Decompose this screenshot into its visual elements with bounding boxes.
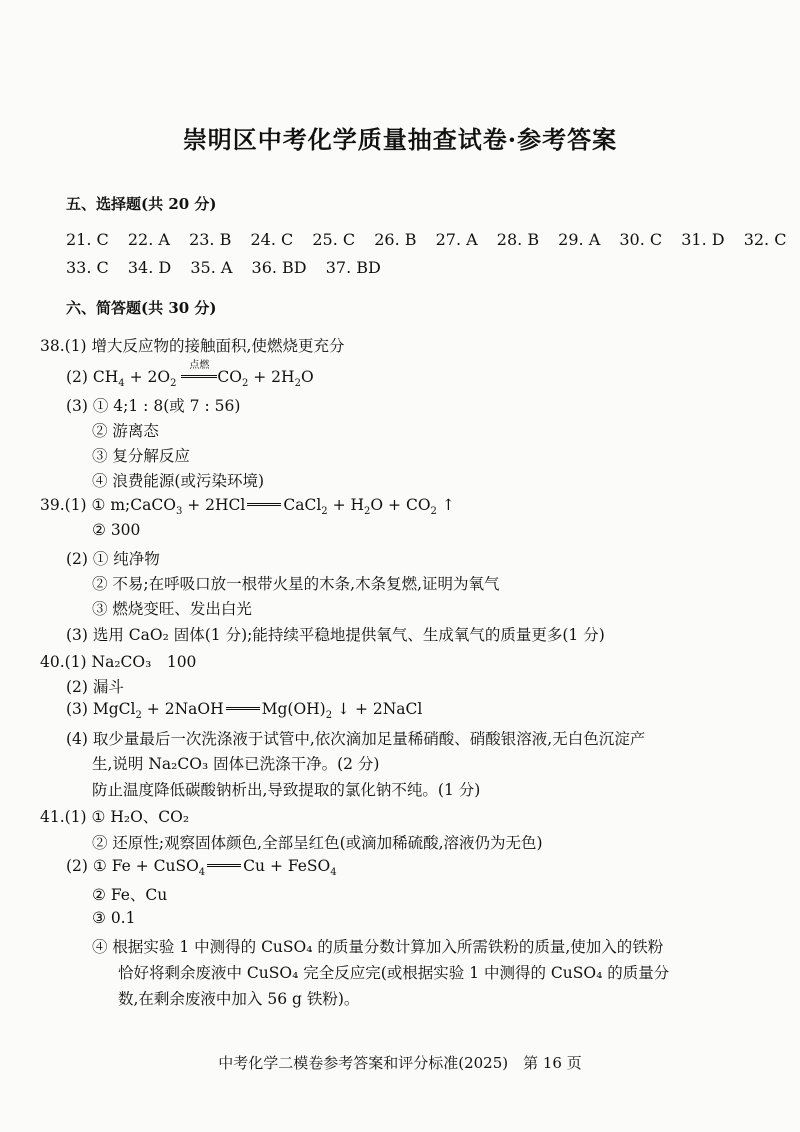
answer-37: 37. BD xyxy=(325,258,381,277)
q41-part2-4b: 恰好将剩余废液中 CuSO₄ 完全反应完(或根据实验 1 中测得的 CuSO₄ 的质量分 xyxy=(118,964,670,982)
reaction-condition-sign: 点燃 xyxy=(181,368,217,386)
answer-28: 28. B xyxy=(496,230,540,249)
q41-part2-4c: 数,在剩余废液中加入 56 g 铁粉)。 xyxy=(118,990,360,1008)
q40-part4-2: 生,说明 Na₂CO₃ 固体已洗涤干净。(2 分) xyxy=(92,755,380,773)
answer-35: 35. A xyxy=(190,258,233,277)
q41-part1-1: 41.(1) ① H₂O、CO₂ xyxy=(40,808,190,826)
q41-part2-4a: ④ 根据实验 1 中测得的 CuSO₄ 的质量分数计算加入所需铁粉的质量,使加入的铁粉 xyxy=(92,938,664,956)
answer-30: 30. C xyxy=(619,230,663,249)
q39-part2-1: (2) ① 纯净物 xyxy=(66,550,160,568)
answer-32: 32. C xyxy=(743,230,787,249)
q39-part2-3: ③ 燃烧变旺、发出白光 xyxy=(92,600,252,618)
answer-24: 24. C xyxy=(250,230,294,249)
q41-part2-2: ② Fe、Cu xyxy=(92,886,168,904)
q38-part3-4: ④ 浪费能源(或污染环境) xyxy=(92,472,265,490)
answer-25: 25. C xyxy=(312,230,356,249)
section-6-heading: 六、简答题(共 30 分) xyxy=(66,299,217,317)
page-title: 崇明区中考化学质量抽查试卷·参考答案 xyxy=(182,125,618,154)
q38-part1: 38.(1) 增大反应物的接触面积,使燃烧更充分 xyxy=(40,337,345,355)
q40-part3-equation: (3) MgCl$_2$ + 2NaOH $Mg(OH)_2$ ↓ + 2NaCl xyxy=(66,700,423,722)
answer-36: 36. BD xyxy=(251,258,307,277)
choice-answers-row-1 xyxy=(66,230,800,249)
page-footer: 中考化学二模卷参考答案和评分标准(2025) 第 16 页 xyxy=(218,1054,582,1072)
answer-22: 22. A xyxy=(127,230,170,249)
q39-part1-equation: 39.(1) ① m;CaCO$_3$ + 2HCl CaCl$_2$ + $H_2O + CO_2$ ↑ xyxy=(40,496,455,518)
answer-33: 33. C xyxy=(66,258,109,277)
answer-31: 31. D xyxy=(681,230,725,249)
q38-part2-equation: (2) $CH_4 + 2O_2$ 点燃 $CO_2 + 2H_2O$ xyxy=(66,360,314,390)
q39-part2-2: ② 不易;在呼吸口放一根带火星的木条,木条复燃,证明为氧气 xyxy=(92,575,500,593)
section-5-heading: 五、选择题(共 20 分) xyxy=(66,195,217,213)
answer-26: 26. B xyxy=(374,230,417,249)
q41-part2-3: ③ 0.1 xyxy=(92,909,136,927)
choice-answers-row-2 xyxy=(66,258,395,277)
answer-23: 23. B xyxy=(189,230,232,249)
answer-21: 21. C xyxy=(66,230,109,249)
answer-34: 34. D xyxy=(127,258,172,277)
q38-part3-2: ② 游离态 xyxy=(92,422,159,440)
q38-part3-1: (3) ① 4;1 : 8(或 7 : 56) xyxy=(66,397,241,415)
q39-part1-2: ② 300 xyxy=(92,521,141,539)
answer-29: 29. A xyxy=(558,230,601,249)
q40-part1: 40.(1) Na₂CO₃ 100 xyxy=(40,653,197,671)
q41-part1-2: ② 还原性;观察固体颜色,全部呈红色(或滴加稀硫酸,溶液仍为无色) xyxy=(92,834,543,852)
q40-part4-3: 防止温度降低碳酸钠析出,导致提取的氯化钠不纯。(1 分) xyxy=(92,781,481,799)
q40-part4-1: (4) 取少量最后一次洗涤液于试管中,依次滴加足量稀硝酸、硝酸银溶液,无白色沉淀产 xyxy=(66,730,646,748)
q38-part3-3: ③ 复分解反应 xyxy=(92,447,190,465)
q39-part3: (3) 选用 CaO₂ 固体(1 分);能持续平稳地提供氧气、生成氧气的质量更多(1 分) xyxy=(66,626,605,644)
answer-27: 27. A xyxy=(435,230,478,249)
q40-part2: (2) 漏斗 xyxy=(66,678,124,696)
q41-part2-equation: (2) ① Fe + CuSO$_4$ Cu + FeSO$_4$ xyxy=(66,857,337,879)
